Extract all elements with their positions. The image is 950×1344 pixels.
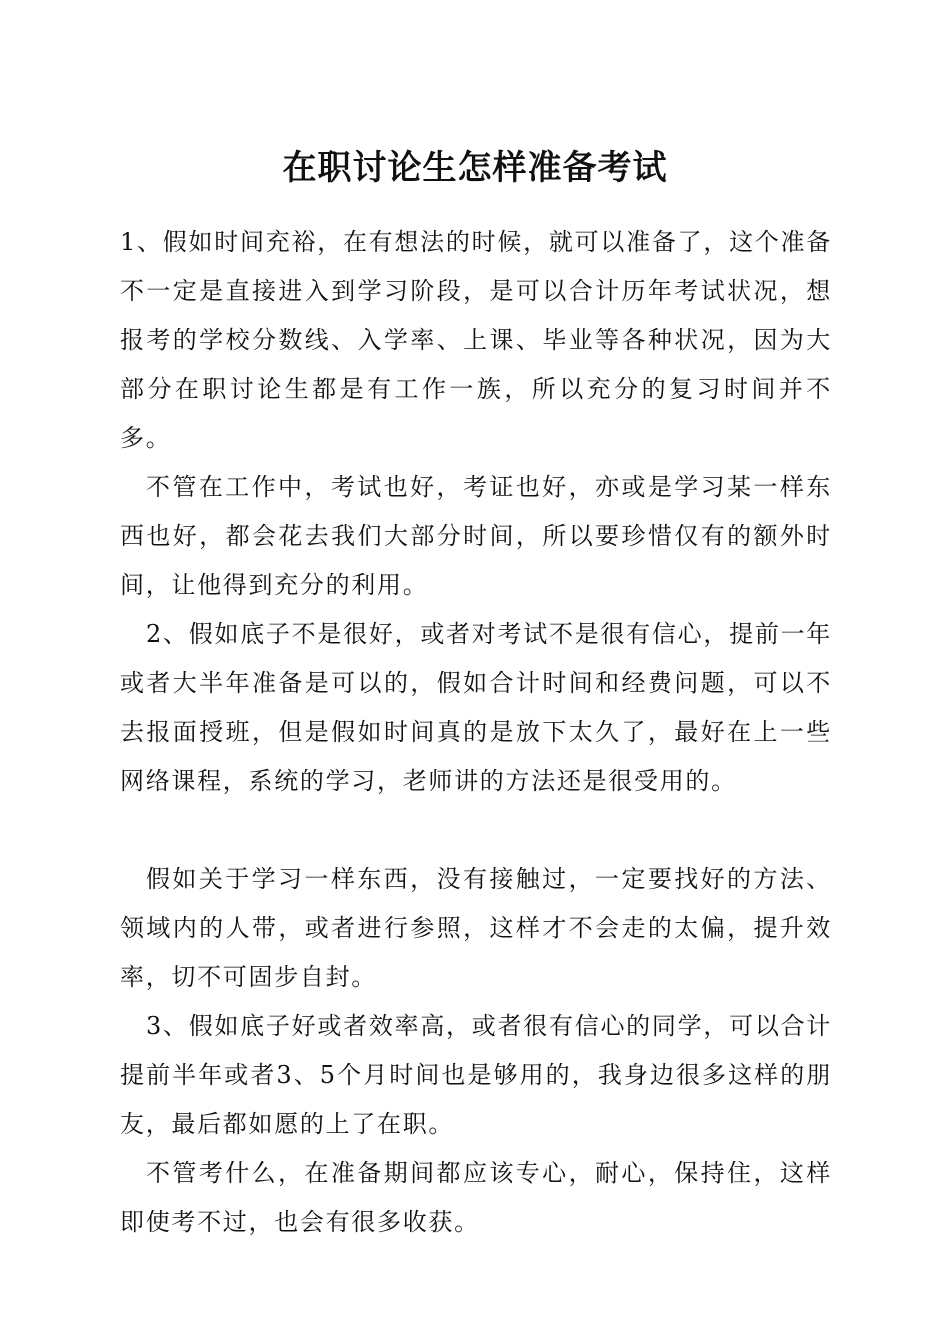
paragraph-2: 不管在工作中，考试也好，考证也好，亦或是学习某一样东西也好，都会花去我们大部分时间，所以要珍惜仅有的额外时间，让他得到充分的利用。 <box>120 473 832 599</box>
paragraph-4: 假如关于学习一样东西，没有接触过，一定要找好的方法、领域内的人带，或者进行参照，这样才不会走的太偏，提升效率，切不可固步自封。 <box>120 865 832 991</box>
document-title: 在职讨论生怎样准备考试 <box>282 148 668 188</box>
paragraph-gap <box>120 806 832 855</box>
document-body <box>120 218 832 1247</box>
paragraph-5: 3、假如底子好或者效率高，或者很有信心的同学，可以合计提前半年或者3、5个月时间也是够用的，我身边很多这样的朋友，最后都如愿的上了在职。 <box>120 1012 832 1138</box>
paragraph-6: 不管考什么，在准备期间都应该专心，耐心，保持住，这样即使考不过，也会有很多收获。 <box>120 1159 832 1236</box>
paragraph-3: 2、假如底子不是很好，或者对考试不是很有信心，提前一年或者大半年准备是可以的，假如合计时间和经费问题，可以不去报面授班，但是假如时间真的是放下太久了，最好在上一些网络课程，系统的学习，老师讲的方法还是很受用的。 <box>120 620 832 795</box>
paragraph-1: 1、假如时间充裕，在有想法的时候，就可以准备了，这个准备不一定是直接进入到学习阶段，是可以合计历年考试状况，想报考的学校分数线、入学率、上课、毕业等各种状况，因为大部分在职讨论生都是有工作一族，所以充分的复习时间并不多。 <box>120 228 832 452</box>
